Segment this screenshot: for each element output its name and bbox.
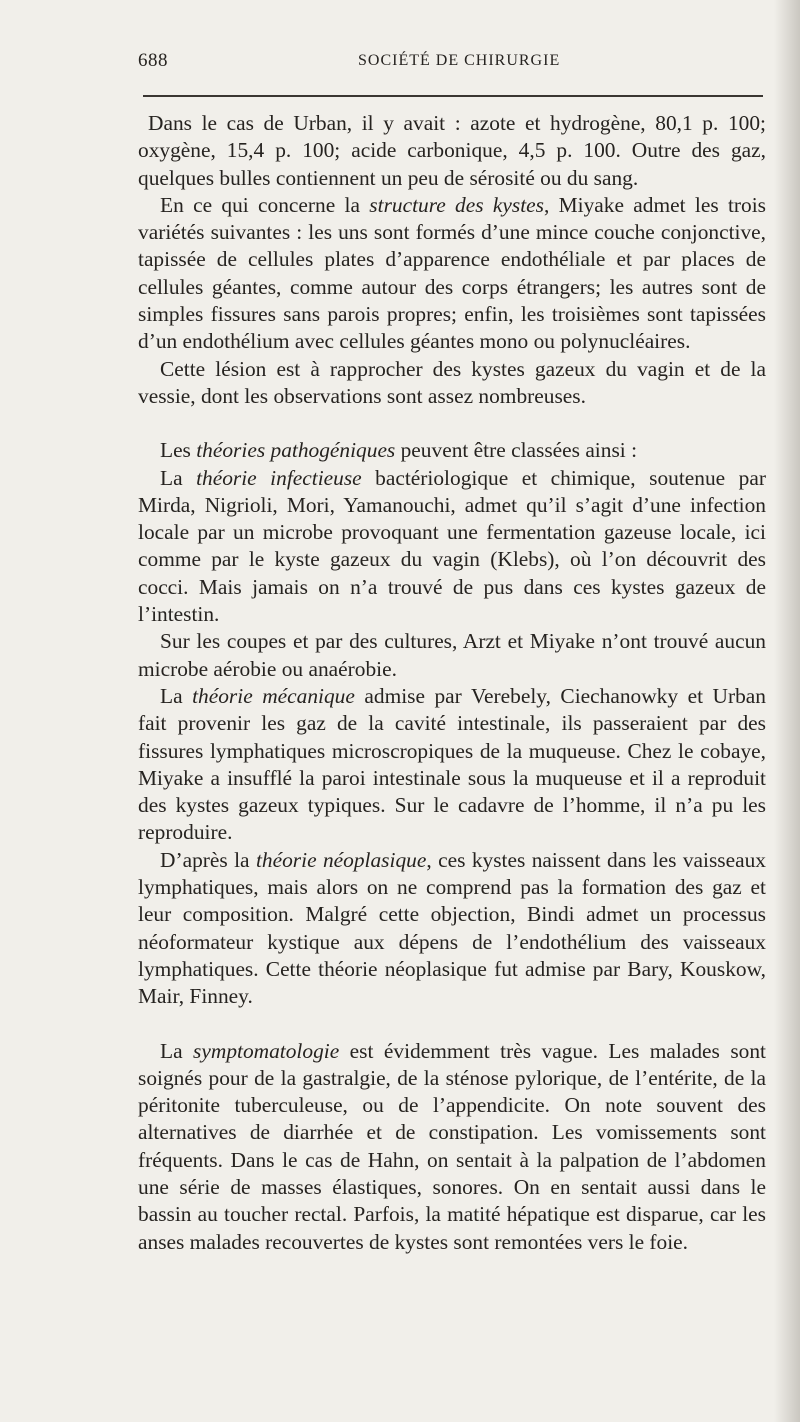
header-rule bbox=[143, 95, 763, 97]
paragraph-cyst-structure: En ce qui concerne la structure des kystes, Miyake admet les trois variétés suivantes : les uns sont formés d’une mince couche conjonctive, tapissée de cellules plates d’apparence endothéliale et par places de cellules géantes, comme autour des corps étrangers; les autres sont de simples fissures sans parois propres; enfin, les troisièmes sont tapissées d’un endothélium avec cellules géantes mono ou polynucléaires. bbox=[138, 192, 766, 354]
paragraph-cultures bbox=[138, 628, 766, 683]
paragraph-neoplastic-theory: D’après la théorie néoplasique, ces kystes naissent dans les vaisseaux lymphatiques, mais alors on ne comprend pas la formation des gaz et leur composition. Malgré cette objection, Bindi admet un processus néoformateur kystique aux dépens de l’endothélium des vaisseaux lymphatiques. Cette théorie néoplasique fut admise par Bary, Kouskow, Mair, Finney. bbox=[138, 847, 766, 1009]
paragraph-lesion-comparison bbox=[138, 356, 766, 411]
emphasis-term: théorie néoplasique bbox=[255, 847, 427, 872]
paragraph-pathogenic-theories: Les théories pathogéniques peuvent être classées ainsi : bbox=[160, 438, 638, 463]
paragraph-text: Dans le cas de Urban, il y avait : azote et hydrogène, 80,1 p. 100; oxygène, 15,4 p. 100; acide carbonique, 4,5 p. 100. Outre des gaz, quelques bulles contiennent un peu de sérosité ou du sang. bbox=[138, 111, 766, 190]
paragraph-text: Sur les coupes et par des cultures, Arzt et Miyake n’ont trouvé aucun microbe aérobie ou anaérobie. bbox=[138, 629, 766, 681]
running-head: SOCIÉTÉ DE CHIRURGIE bbox=[358, 52, 561, 69]
emphasis-term: symptomatologie bbox=[193, 1038, 340, 1063]
emphasis-term: théorie infectieuse bbox=[196, 465, 362, 490]
page-header bbox=[138, 50, 766, 76]
paragraph-gas-composition bbox=[138, 110, 766, 192]
paragraph-mechanical-theory: La théorie mécanique admise par Verebely, Ciechanowky et Urban fait provenir les gaz de la cavité intestinale, ils passeraient par des fissures lymphatiques microscropiques de la muqueuse. Chez le cobaye, Miyake a insufflé la paroi intestinale sous la muqueuse et il a reproduit des kystes gazeux typiques. Sur le cadavre de l’homme, il n’a pu les reproduire. bbox=[138, 683, 766, 845]
body-text bbox=[138, 110, 766, 1256]
paragraph-infectious-theory: La théorie infectieuse bactériologique et chimique, soutenue par Mirda, Nigrioli, Mori, Yamanouchi, admet qu’il s’agit d’une infection locale par un microbe provoquant une fermentation gazeuse locale, ici comme par le kyste gazeux du vagin (Klebs), où l’on découvrit des cocci. Mais jamais on n’a trouvé de pus dans ces kystes gazeux de l’intestin. bbox=[138, 465, 766, 627]
page-number: 688 bbox=[138, 50, 168, 71]
emphasis-term: structure des kystes bbox=[369, 192, 544, 217]
emphasis-term: théories pathogéniques bbox=[196, 438, 396, 463]
emphasis-term: théorie mécanique bbox=[192, 683, 355, 708]
page-edge-shadow bbox=[774, 0, 800, 1422]
paragraph-symptomatology: La symptomatologie est évidemment très vague. Les malades sont soignés pour de la gastralgie, de la sténose pylorique, de l’entérite, de la péritonite tuberculeuse, ou de l’appendicite. On note souvent des alternatives de diarrhée et de constipation. Les vomissements sont fréquents. Dans le cas de Hahn, on sentait à la palpation de l’abdomen une série de masses élastiques, sonores. On en sentait aussi dans le bassin au toucher rectal. Parfois, la matité hépatique est disparue, car les anses malades recouvertes de kystes sont remontées vers le foie. bbox=[138, 1038, 766, 1254]
paragraph-text: Cette lésion est à rapprocher des kystes gazeux du vagin et de la vessie, dont les observations sont assez nombreuses. bbox=[138, 356, 766, 408]
